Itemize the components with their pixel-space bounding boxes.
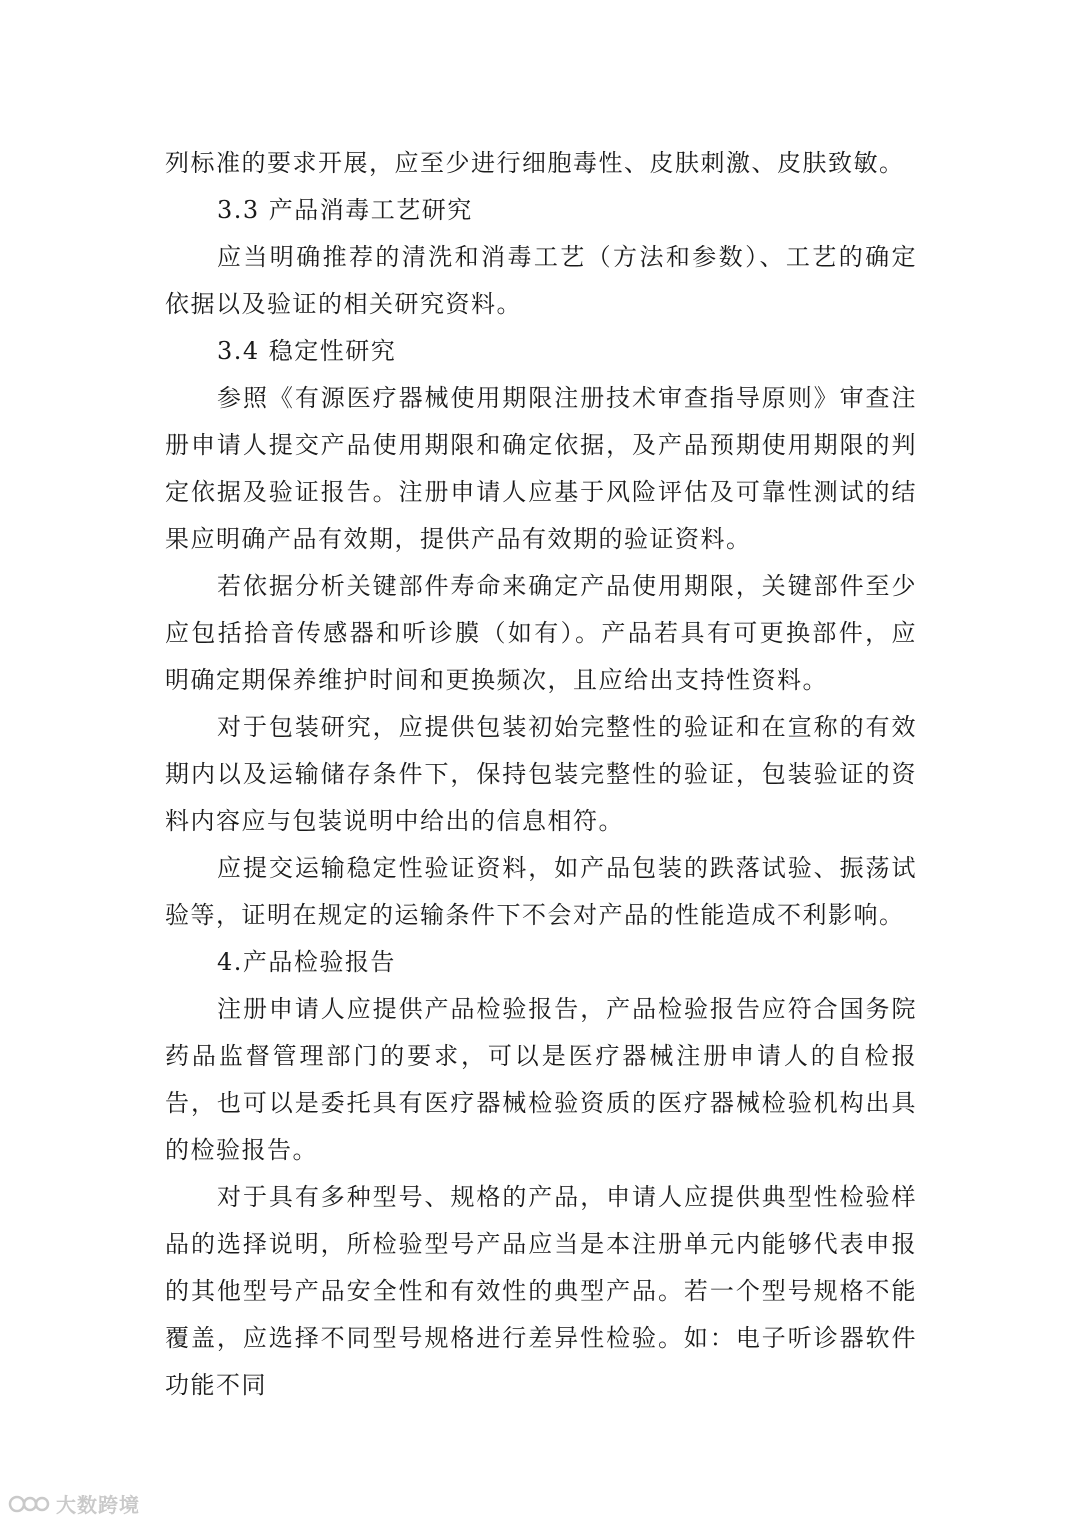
section-heading-3-4: 3.4 稳定性研究 (217, 337, 397, 365)
paragraph-key-parts: 若依据分析关键部件寿命来确定产品使用期限，关键部件至少应包括拾音传感器和听诊膜（如有）。产品若具有可更换部件，应明确定期保养维护时间和更换频次，且应给出支持性资料。 (165, 572, 917, 694)
paragraph-packaging: 对于包装研究，应提供包装初始完整性的验证和在宣称的有效期内以及运输储存条件下，保持包装完整性的验证，包装验证的资料内容应与包装说明中给出的信息相符。 (165, 713, 917, 835)
document-body (165, 140, 917, 1409)
section-heading-4: 4.产品检验报告 (217, 948, 396, 976)
watermark (8, 1489, 140, 1518)
dashu-logo-icon (8, 1491, 52, 1517)
paragraph-continuation: 列标准的要求开展，应至少进行细胞毒性、皮肤刺激、皮肤致敏。 (165, 149, 905, 177)
section-heading-3-3: 3.3 产品消毒工艺研究 (217, 196, 473, 224)
paragraph-typical-sample: 对于具有多种型号、规格的产品，申请人应提供典型性检验样品的选择说明，所检验型号产品应当是本注册单元内能够代表申报的其他型号产品安全性和有效性的典型产品。若一个型号规格不能覆盖，应选择不同型号规格进行差异性检验。如：电子听诊器软件功能不同 (165, 1183, 917, 1399)
paragraph-transport: 应提交运输稳定性验证资料，如产品包装的跌落试验、振荡试验等，证明在规定的运输条件下不会对产品的性能造成不利影响。 (165, 854, 917, 929)
watermark-text: 大数跨境 (56, 1493, 140, 1517)
paragraph-test-report: 注册申请人应提供产品检验报告，产品检验报告应符合国务院药品监督管理部门的要求，可以是医疗器械注册申请人的自检报告，也可以是委托具有医疗器械检验资质的医疗器械检验机构出具的检验报告。 (165, 995, 917, 1164)
paragraph-disinfection: 应当明确推荐的清洗和消毒工艺（方法和参数）、工艺的确定依据以及验证的相关研究资料。 (165, 243, 917, 318)
paragraph-lifetime: 参照《有源医疗器械使用期限注册技术审查指导原则》审查注册申请人提交产品使用期限和确定依据，及产品预期使用期限的判定依据及验证报告。注册申请人应基于风险评估及可靠性测试的结果应明确产品有效期，提供产品有效期的验证资料。 (165, 384, 917, 553)
